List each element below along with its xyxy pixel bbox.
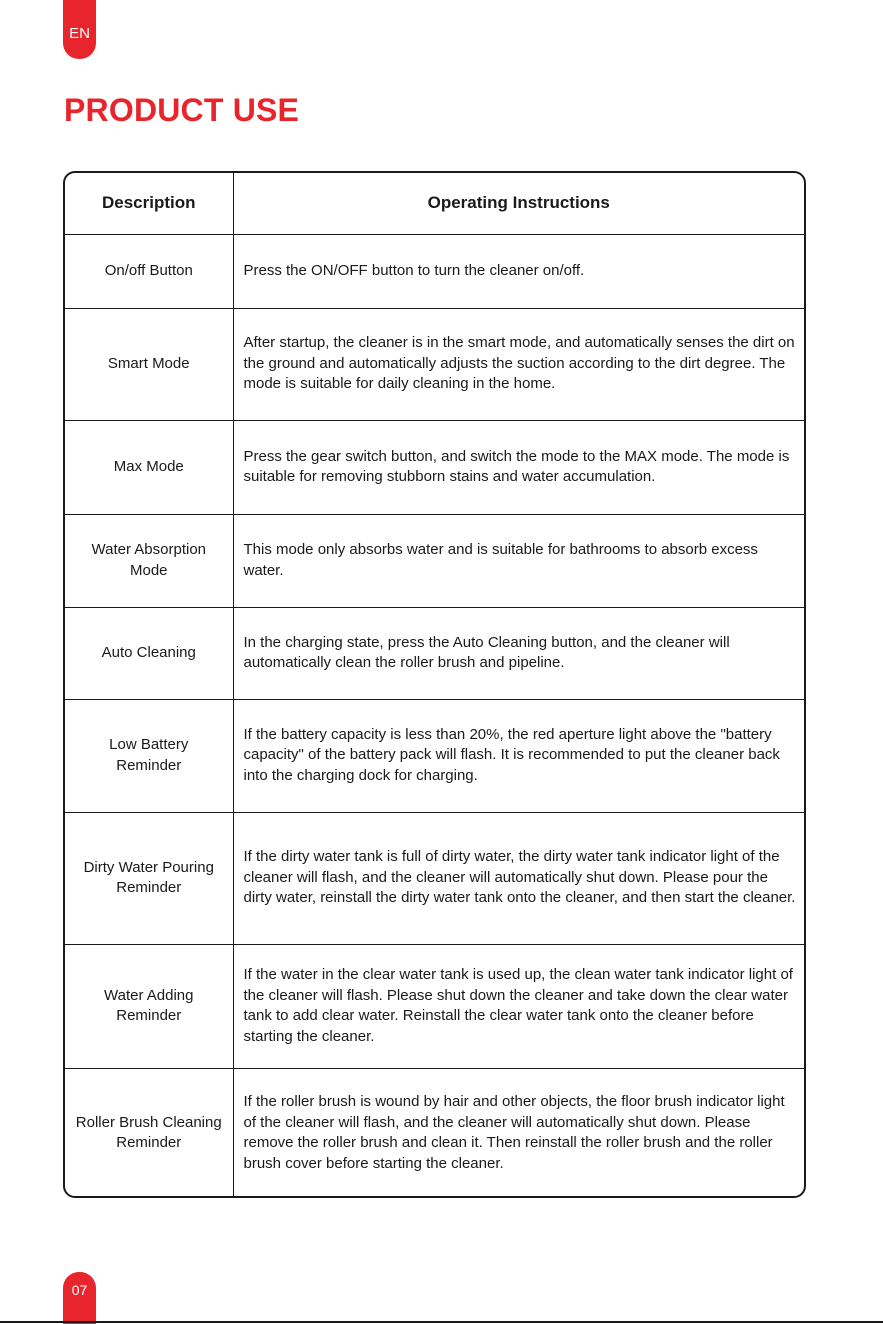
header-operating-instructions: Operating Instructions (233, 173, 804, 234)
table-row (65, 812, 804, 944)
table-row (65, 1068, 804, 1198)
row-description: Auto Cleaning (65, 607, 233, 699)
table-row (65, 308, 804, 420)
row-description: Max Mode (65, 420, 233, 514)
row-instructions: Press the gear switch button, and switch the mode to the MAX mode. The mode is suitable for removing stubborn stains and water accumulation. (233, 420, 804, 514)
table-row (65, 944, 804, 1068)
row-description: Low Battery Reminder (65, 699, 233, 812)
row-instructions: After startup, the cleaner is in the smart mode, and automatically senses the dirt on the ground and automatically adjusts the suction according to the dirt degree. The mode is suitable for daily cleaning in the home. (233, 308, 804, 420)
row-instructions: This mode only absorbs water and is suitable for bathrooms to absorb excess water. (233, 514, 804, 607)
row-instructions: If the dirty water tank is full of dirty water, the dirty water tank indicator light of the cleaner will flash, and the cleaner will automatically shut down. Please pour the dirty water, reinstall the dirty water tank onto the cleaner, and then start the cleaner. (233, 812, 804, 944)
product-use-table (63, 171, 806, 1198)
row-description: Water Adding Reminder (65, 944, 233, 1068)
table-row (65, 607, 804, 699)
row-description: On/off Button (65, 234, 233, 308)
language-tab: EN (63, 0, 96, 59)
row-description: Water Absorption Mode (65, 514, 233, 607)
table-row (65, 234, 804, 308)
table-row (65, 699, 804, 812)
row-instructions: If the water in the clear water tank is used up, the clean water tank indicator light of the cleaner will flash. Please shut down the cleaner and take down the clear water tank to add clear water. Reinstall the clear water tank onto the cleaner before starting the cleaner. (233, 944, 804, 1068)
row-instructions: In the charging state, press the Auto Cleaning button, and the cleaner will automatically clean the roller brush and pipeline. (233, 607, 804, 699)
row-description: Smart Mode (65, 308, 233, 420)
header-description: Description (65, 173, 233, 234)
table-row (65, 514, 804, 607)
table-row (65, 420, 804, 514)
row-instructions: If the battery capacity is less than 20%, the red aperture light above the "battery capacity" of the battery pack will flash. It is recommended to put the cleaner back into the charging dock for charging. (233, 699, 804, 812)
page-number-tab: 07 (63, 1272, 96, 1324)
row-instructions: Press the ON/OFF button to turn the cleaner on/off. (233, 234, 804, 308)
row-description: Dirty Water Pouring Reminder (65, 812, 233, 944)
page-title: PRODUCT USE (64, 92, 300, 128)
bottom-divider (0, 1321, 883, 1323)
row-description: Roller Brush Cleaning Reminder (65, 1068, 233, 1198)
row-instructions: If the roller brush is wound by hair and other objects, the floor brush indicator light of the cleaner will flash, and the cleaner will automatically shut down. Please remove the roller brush and clean it. Then reinstall the roller brush and the roller brush cover before starting the cleaner. (243, 1093, 785, 1172)
table-header-row (65, 173, 804, 234)
